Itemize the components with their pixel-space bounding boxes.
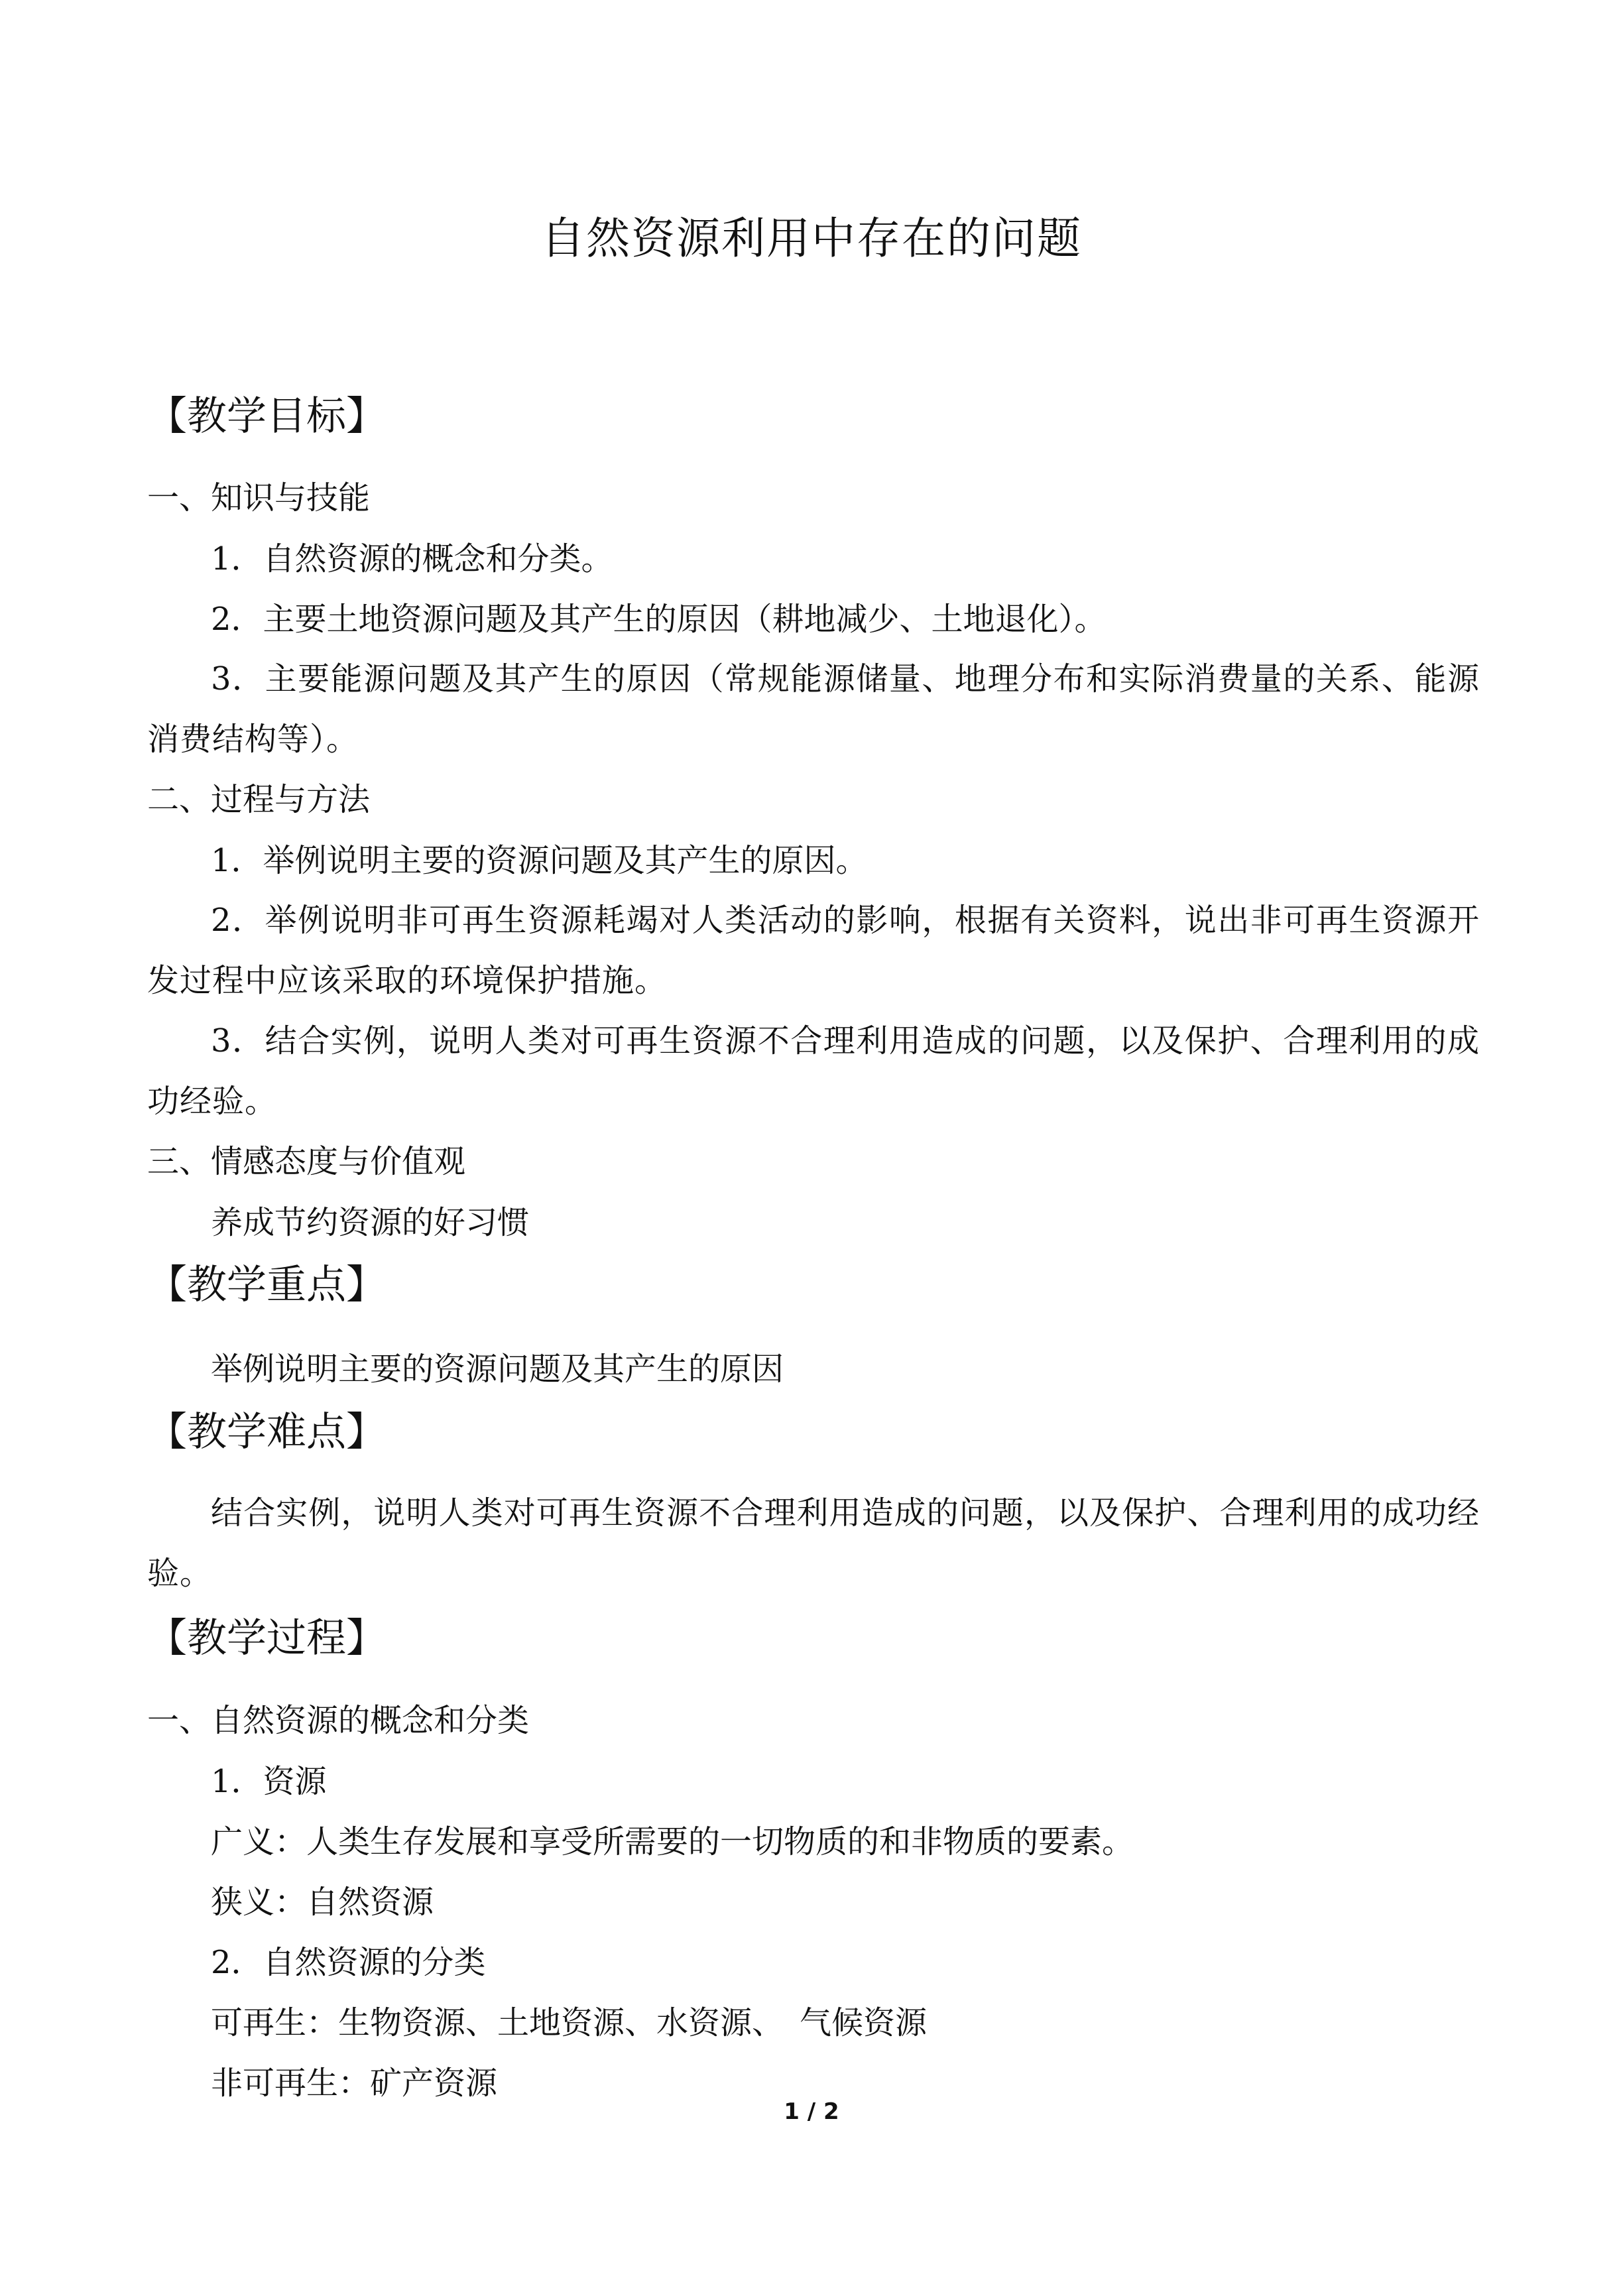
- process-part1-sub1: 1．资源: [211, 1763, 327, 1800]
- process-part1-broad: 广义：人类生存发展和享受所需要的一切物质的和非物质的要素。: [211, 1823, 1134, 1860]
- process-part1-renewable: 可再生：生物资源、土地资源、水资源、 气候资源: [211, 2004, 928, 2041]
- section-heading-objectives: 【教学目标】: [147, 393, 386, 440]
- process-item-1: 1．举例说明主要的资源问题及其产生的原因。: [211, 842, 868, 879]
- document-title: 自然资源利用中存在的问题: [541, 213, 1082, 264]
- process-part1-heading: 一、自然资源的概念和分类: [147, 1702, 530, 1739]
- section-heading-key-point: 【教学重点】: [147, 1262, 386, 1308]
- key-point-text: 举例说明主要的资源问题及其产生的原因: [211, 1351, 784, 1388]
- process-part1-sub2: 2．自然资源的分类: [211, 1944, 486, 1981]
- knowledge-item-3: 3．主要能源问题及其产生的原因（常规能源储量、地理分布和实际消费量的关系、能源消费结构等）。: [147, 660, 1480, 758]
- knowledge-item-1: 1．自然资源的概念和分类。: [211, 540, 613, 577]
- process-item-3: 3．结合实例，说明人类对可再生资源不合理利用造成的问题，以及保护、合理利用的成功经验。: [147, 1022, 1480, 1120]
- emotion-text: 养成节约资源的好习惯: [211, 1204, 530, 1241]
- subheading-emotion: 三、情感态度与价值观: [147, 1143, 466, 1180]
- page-number: 1 / 2: [784, 2098, 839, 2125]
- knowledge-item-2: 2．主要土地资源问题及其产生的原因（耕地减少、土地退化）。: [211, 601, 1107, 638]
- section-heading-teaching-process: 【教学过程】: [147, 1615, 386, 1662]
- subheading-process-method: 二、过程与方法: [147, 781, 371, 818]
- subheading-knowledge: 一、知识与技能: [147, 479, 371, 516]
- process-item-2: 2．举例说明非可再生资源耗竭对人类活动的影响，根据有关资料，说出非可再生资源开发过程中应该采取的环境保护措施。: [147, 902, 1480, 999]
- process-part1-nonrenewable: 非可再生：矿产资源: [211, 2065, 498, 2102]
- process-part1-narrow: 狭义：自然资源: [211, 1884, 434, 1921]
- difficulty-text: 结合实例，说明人类对可再生资源不合理利用造成的问题，以及保护、合理利用的成功经验。: [147, 1494, 1480, 1592]
- section-heading-difficulty: 【教学难点】: [147, 1409, 386, 1455]
